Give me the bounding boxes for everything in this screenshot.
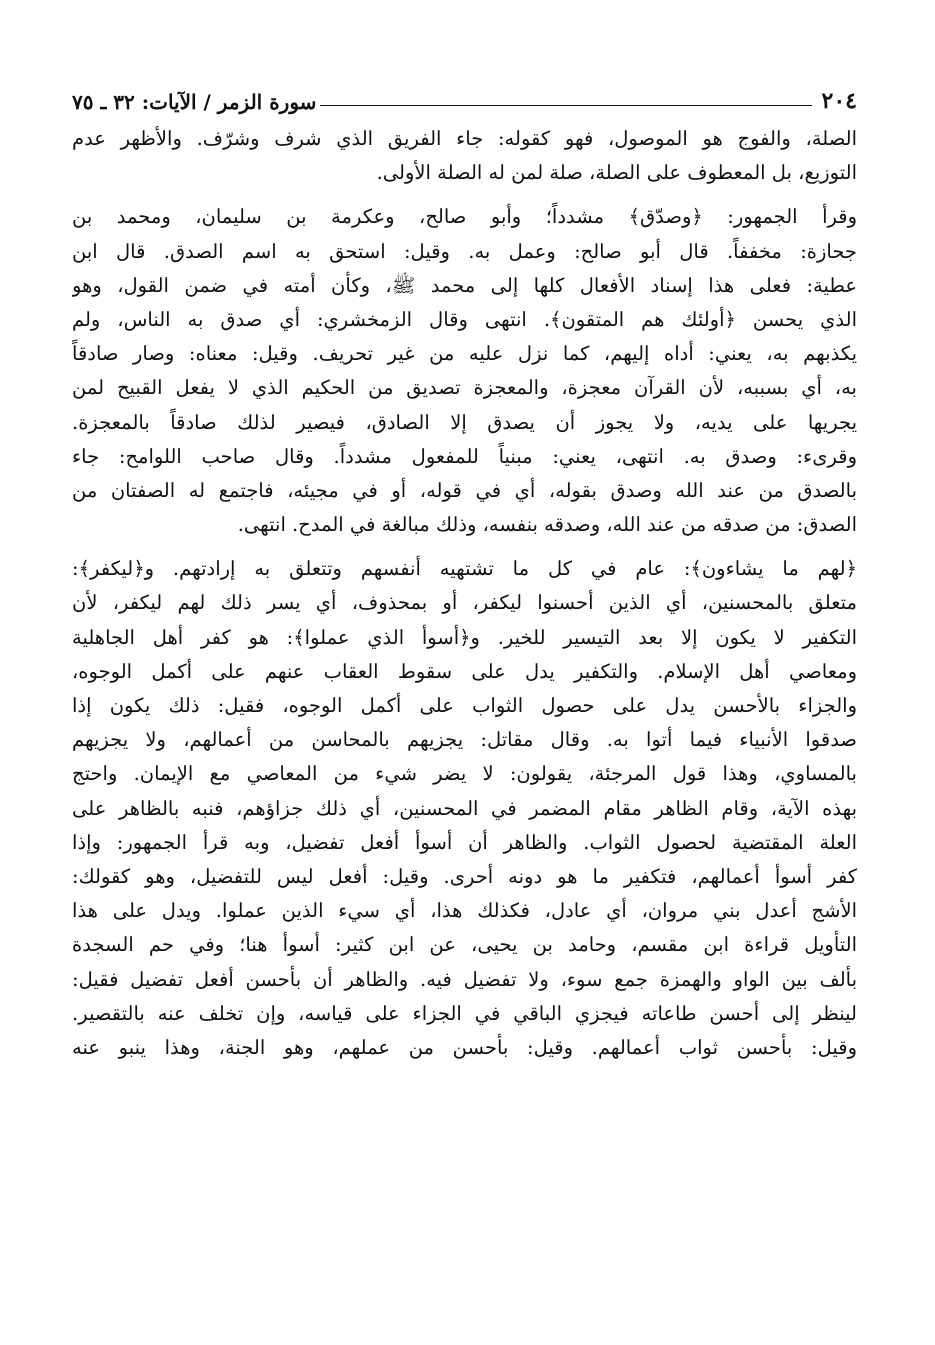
text-line: كفر أسوأ أعمالهم، فتكفير ما هو دونه أحرى. وقيل: أفعل ليس للتفضيل، وهو كقولك: <box>72 864 857 888</box>
text-line: والجزاء بالأحسن يدل على حصول الثواب على أكمل الوجوه، فقيل: ذلك يكون إذا <box>72 694 857 717</box>
text-line: وقرأ الجمهور: ﴿وصدّق﴾ مشدداً؛ وأبو صالح، وعكرمة بن سليمان، ومحمد بن <box>72 205 857 229</box>
text-line: بهذه الآية، وقام الظاهر مقام المضمر في المحسنين، أي ذلك جزاؤهم، فنبه بالظاهر على <box>72 796 857 820</box>
text-line: التكفير لا يكون إلا بعد التيسير للخير. و﴿أسوأ الذي عملوا﴾: هو كفر أهل الجاهلية <box>72 625 857 649</box>
text-line: جحازة: مخففاً. قال أبو صالح: وعمل به. وقيل: استحق به اسم الصدق. قال ابن <box>72 239 857 263</box>
text-line: التوزيع، بل المعطوف على الصلة، صلة لمن له الصلة الأولى. <box>376 161 857 185</box>
text-line: العلة المقتضية لحصول الثواب. والظاهر أن أسوأ أفعل تفضيل، وبه قرأ الجمهور: وإذا <box>72 830 857 854</box>
text-line: به، أي بسببه، لأن القرآن معجزة، والمعجزة تصديق من الحكيم الذي لا يفعل القبيح لمن <box>72 376 857 400</box>
text-line: بالصدق من عند الله وصدق بقوله، أي في قوله، أو في مجيئه، فاجتمع له الصفتان من <box>72 478 857 502</box>
text-line: عطية: فعلى هذا إسناد الأفعال كلها إلى محمد ﷺ، وكأن أمته في ضمن القول، وهو <box>72 273 857 297</box>
text-line: صدقوا الأنبياء فيما أتوا به. وقال مقاتل: يجزيهم بالمحاسن من أعمالهم، ولا يجزيهم <box>72 728 857 752</box>
page-number: ٢٠٤ <box>821 88 857 114</box>
text-line: وقرىء: وصدق به. انتهى، يعني: مبنياً للمفعول مشدداً. وقال صاحب اللوامح: جاء <box>72 444 857 468</box>
text-line: التأويل قراءة ابن مقسم، وحامد بن يحيى، عن ابن كثير: أسوأ هنا؛ وفي حم السجدة <box>72 933 857 957</box>
text-line: الصلة، والفوج هو الموصول، فهو كقوله: جاء الفريق الذي شرف وشرّف. والأظهر عدم <box>72 127 857 150</box>
body-text <box>72 122 857 1065</box>
paragraph-3 <box>72 552 857 1065</box>
text-line: يكذبهم به، يعني: أداه إليهم، كما نزل عليه من غير تحريف. وقيل: معناه: وصار صادقاً <box>72 342 857 366</box>
text-line: بألف بين الواو والهمزة جمع سوء، ولا تفضيل فيه. والظاهر أن بأحسن أفعل تفضيل فقيل: <box>72 967 857 991</box>
text-line: وقيل: بأحسن ثواب أعمالهم. وقيل: بأحسن من عملهم، وهو الجنة، وهذا ينبو عنه <box>72 1035 857 1059</box>
paragraph-1 <box>72 122 857 190</box>
header-rule <box>320 105 811 106</box>
text-line: ﴿لهم ما يشاءون﴾: عام في كل ما تشتهيه أنفسهم وتتعلق به إرادتهم. و﴿ليكفر﴾: <box>72 557 857 581</box>
page <box>72 78 857 1065</box>
text-line: بالمساوي، وهذا قول المرجئة، يقولون: لا يضر شيء من المعاصي مع الإيمان. واحتج <box>72 762 857 786</box>
page-header <box>72 78 857 114</box>
text-line: الأشج أعدل بني مروان، أي عادل، فكذلك هذا، أي سيء الذين عملوا. ويدل على هذا <box>72 899 857 923</box>
running-head: سورة الزمر / الآيات: ٣٢ ـ ٧٥ <box>72 90 317 114</box>
text-line: متعلق بالمحسنين، أي الذين أحسنوا ليكفر، أو بمحذوف، أي يسر ذلك لهم ليكفر، لأن <box>72 591 857 615</box>
text-line: الصدق: من صدقه من عند الله، وصدقه بنفسه، وذلك مبالغة في المدح. انتهى. <box>237 513 857 537</box>
paragraph-2 <box>72 200 857 542</box>
text-line: الذي يحسن ﴿أولئك هم المتقون﴾. انتهى وقال الزمخشري: أي صدق به الناس، ولم <box>72 307 857 331</box>
text-line: ومعاصي أهل الإسلام. والتكفير يدل على سقوط العقاب عنهم على أكمل الوجوه، <box>72 659 857 683</box>
text-line: يجريها على يديه، ولا يجوز أن يصدق إلا الصادق، فيصير لذلك صادقاً بالمعجزة. <box>72 410 857 434</box>
text-line: لينظر إلى أحسن طاعاته فيجزي الباقي في الجزاء على قياسه، وإن تخلف عنه بالتقصير. <box>72 1001 857 1025</box>
